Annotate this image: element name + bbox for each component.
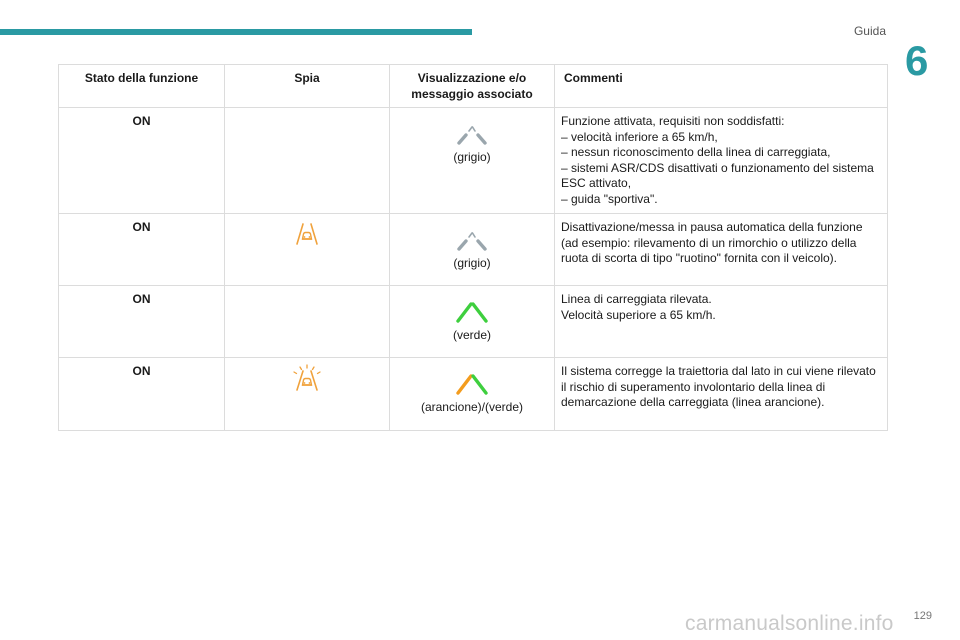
visual-cell	[390, 214, 555, 286]
lane-color-caption: (grigio)	[453, 256, 491, 270]
state-cell: ON	[59, 286, 225, 358]
comment-line: – sistemi ASR/CDS disattivati o funzionamento del sistema ESC attivato,	[561, 160, 874, 190]
comment-line: Velocità superiore a 65 km/h.	[561, 307, 716, 322]
watermark: carmanualsonline.info	[685, 612, 894, 635]
visual-cell	[390, 286, 555, 358]
visual-cell	[390, 108, 555, 214]
header-comments: Commenti	[555, 65, 888, 108]
lane-lines-grey-icon	[437, 226, 507, 252]
header-spia: Spia	[225, 65, 390, 108]
comment-cell	[555, 358, 888, 431]
function-status-table	[58, 64, 888, 431]
car-in-lane-active-icon	[290, 364, 324, 392]
section-title: Guida	[853, 24, 886, 38]
comment-cell	[555, 286, 888, 358]
comment-line: Il sistema corregge la traiettoria dal lato in cui viene rilevato il rischio di superamento involontario della linea di demarcazione della carreggiata (linea arancione).	[561, 364, 876, 409]
comment-line: – velocità inferiore a 65 km/h,	[561, 129, 718, 144]
comment-line: Disattivazione/messa in pausa automatica della funzione (ad esempio: rilevamento di un rimorchio o utilizzo della ruota di scorta di tipo "ruotino" fornita con il veicolo).	[561, 220, 863, 265]
spia-cell	[225, 358, 390, 431]
table-header-row	[59, 65, 888, 108]
state-cell: ON	[59, 358, 225, 431]
lane-color-caption: (grigio)	[453, 150, 491, 164]
chapter-number: 6	[905, 37, 929, 84]
spia-cell	[225, 108, 390, 214]
table-row	[59, 214, 888, 286]
comment-line: Linea di carreggiata rilevata.	[561, 292, 712, 306]
state-cell: ON	[59, 108, 225, 214]
comment-cell	[555, 214, 888, 286]
table-row	[59, 286, 888, 358]
car-in-lane-warning-icon	[293, 220, 321, 246]
table-row	[59, 108, 888, 214]
comment-line: – nessun riconoscimento della linea di carreggiata,	[561, 145, 831, 159]
lane-lines-orange-green-icon	[437, 370, 507, 396]
lane-color-caption: (arancione)/(verde)	[420, 400, 524, 414]
lane-lines-green-icon	[437, 298, 507, 324]
header-accent-bar	[0, 29, 472, 35]
lane-lines-grey-icon	[437, 120, 507, 146]
lane-color-caption: (verde)	[452, 328, 491, 342]
table-row	[59, 358, 888, 431]
state-cell: ON	[59, 214, 225, 286]
spia-cell	[225, 214, 390, 286]
header-visual: Visualizzazione e/o messaggio associato	[390, 65, 555, 108]
comment-cell	[555, 108, 888, 214]
comment-line: – guida "sportiva".	[561, 191, 658, 206]
visual-cell	[390, 358, 555, 431]
header-state: Stato della funzione	[59, 65, 225, 108]
comment-line: Funzione attivata, requisiti non soddisfatti:	[561, 114, 785, 128]
page-number: 129	[913, 610, 932, 622]
spia-cell	[225, 286, 390, 358]
